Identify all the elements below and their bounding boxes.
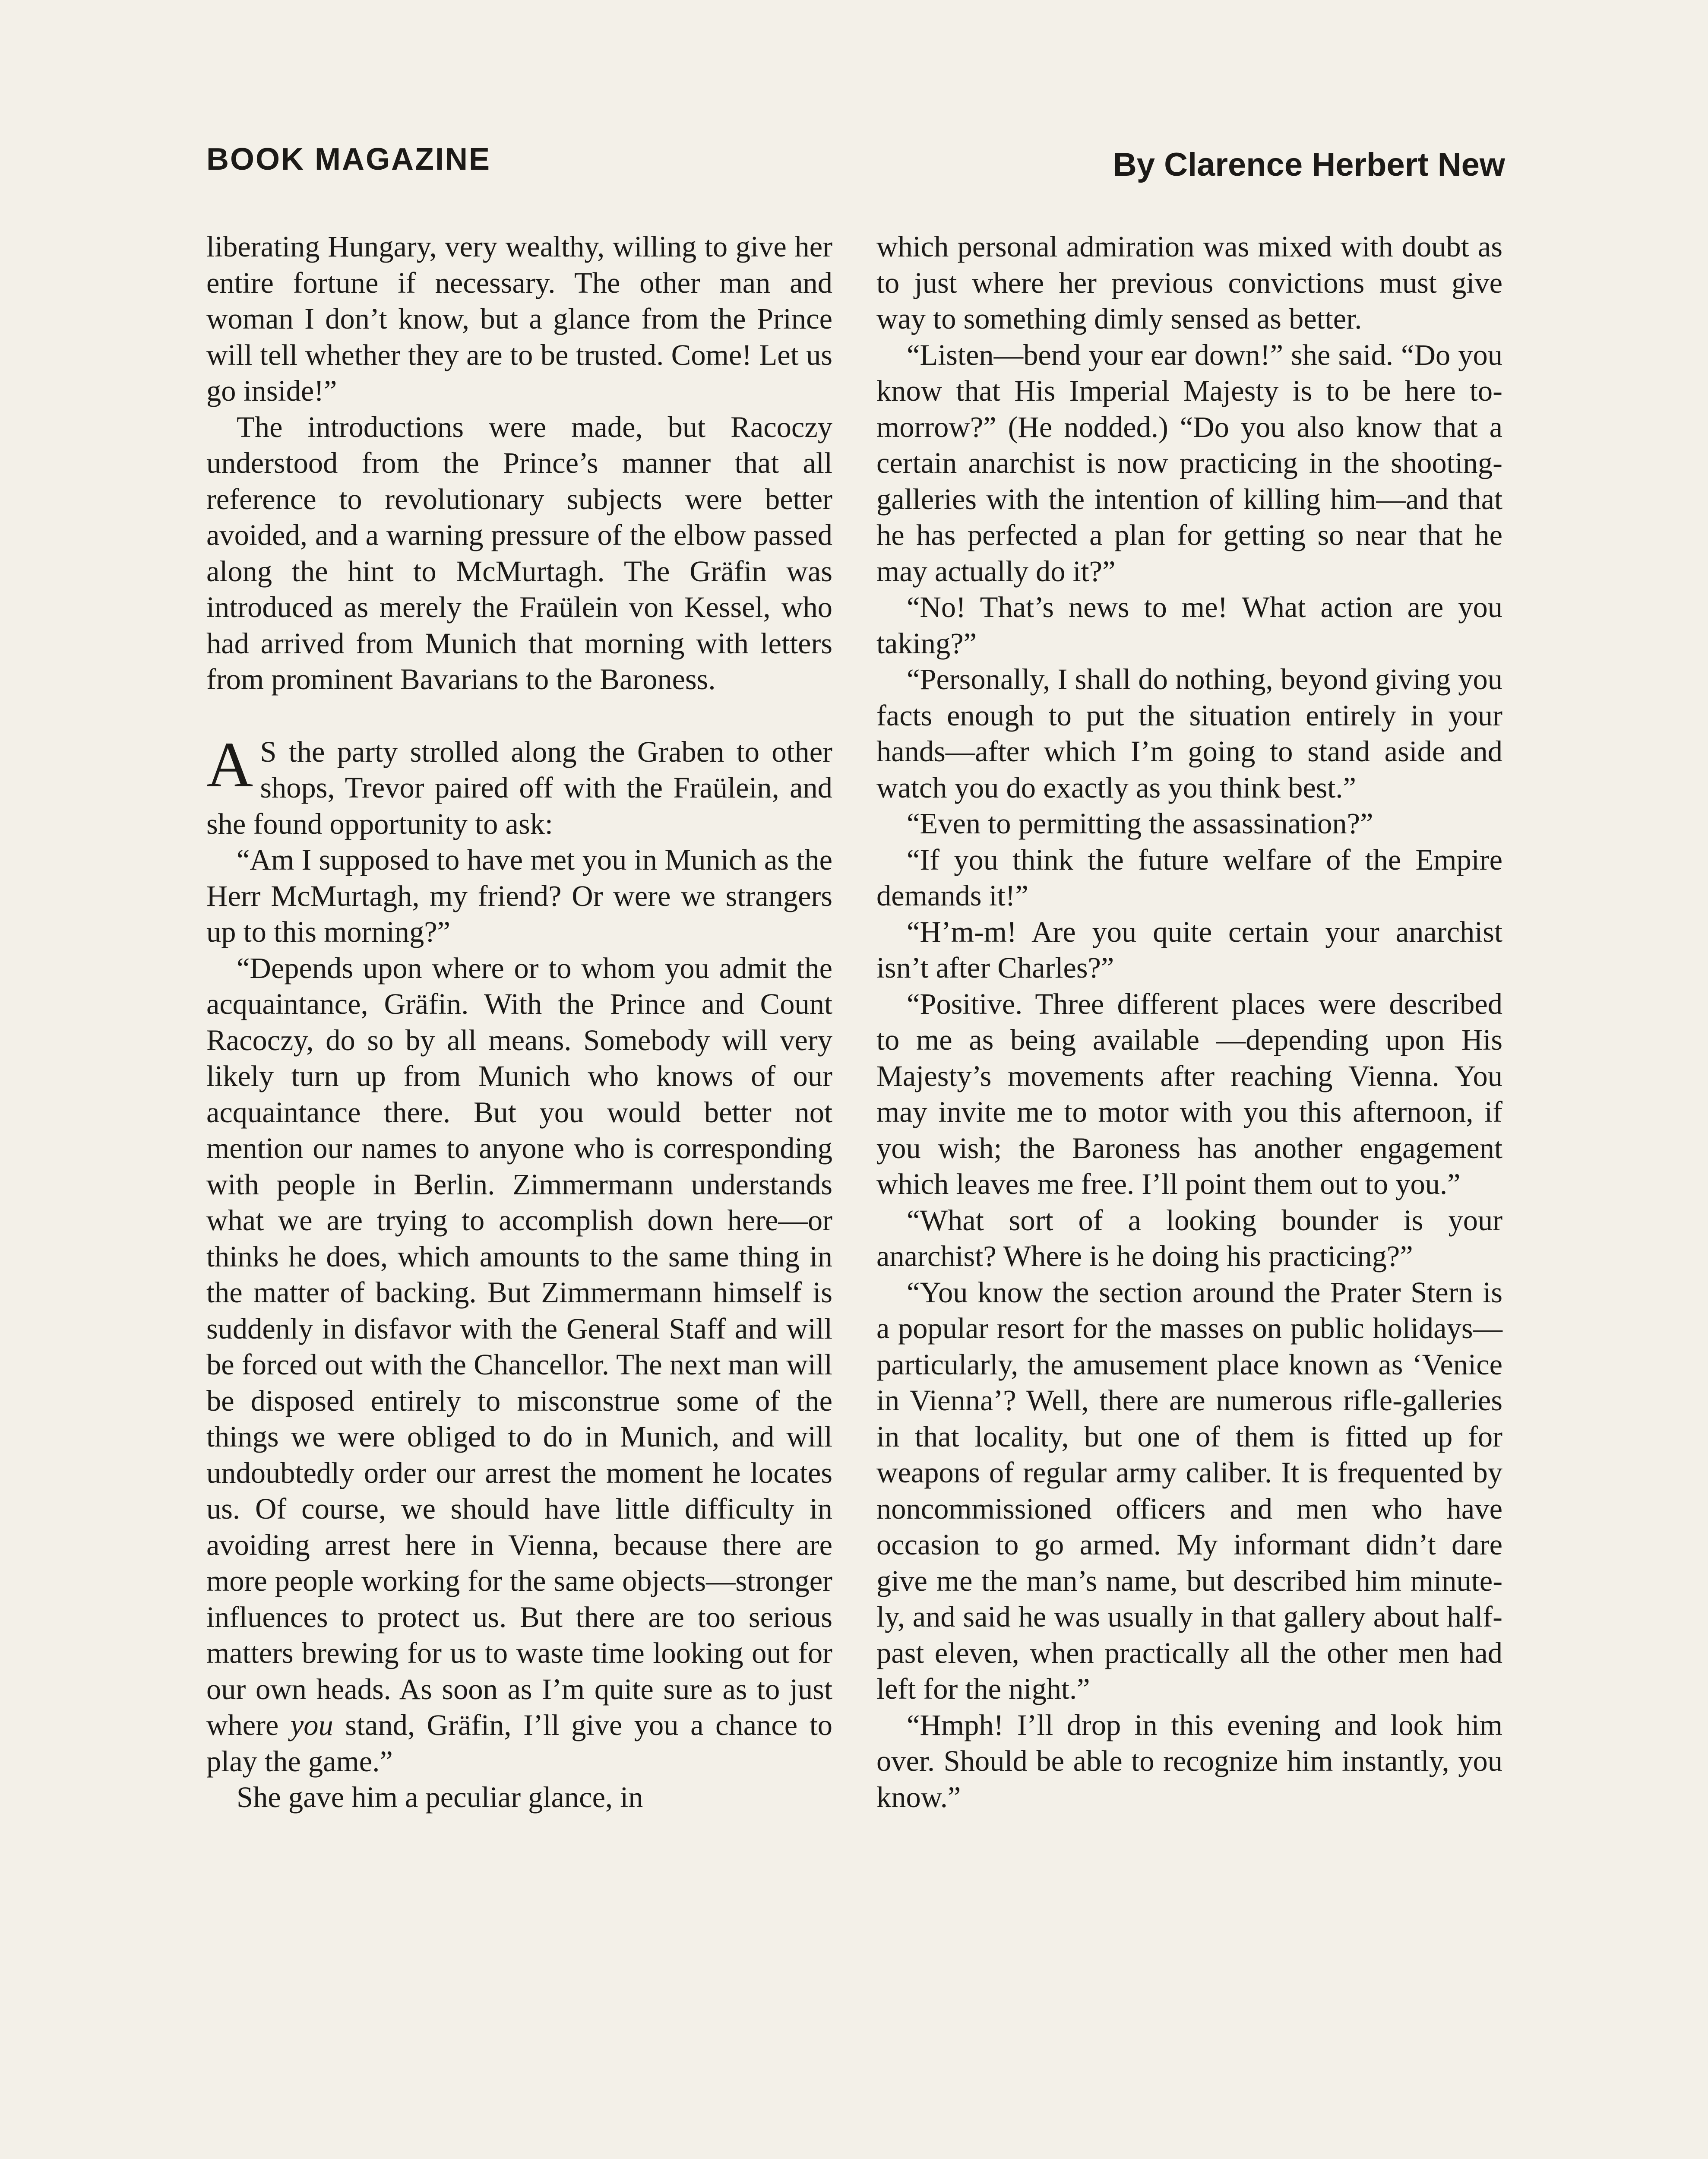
magazine-title: BOOK MAGAZINE (206, 142, 491, 177)
paragraph: “H’m-m! Are you quite certain your anarchist isn’t after Charles?” (876, 915, 1502, 984)
paragraph-dropcap (206, 728, 832, 842)
paragraph: “Personally, I shall do nothing, beyond giving you facts enough to put the situation entirely in your hands—after which I’m going to stand aside and watch you do exactly as you think best.” (876, 663, 1502, 804)
paragraph: “No! That’s news to me! What action are you taking?” (876, 591, 1502, 660)
paragraph-text: stand, Gräfin, I’ll give you a chance to play the game.” (206, 1709, 832, 1778)
paragraph: “Am I supposed to have met you in Munich as the Herr McMurtagh, my friend? Or were we strangers up to this morning?” (206, 843, 832, 948)
paragraph: “You know the section around the Prater Stern is a popular resort for the masses on public holidays—particularly, the amusement place known as ‘Venice in Vienna’? Well, there are numerous rifle-galleries in that locality, but one of them is fitted up for weapons of regular army caliber. It is frequented by noncommissioned officers and men who have occasion to go armed. My informant didn’t dare give me the man’s name, but described him minutely, and said he was usually in that gallery about half-past eleven, when practically all the other men had left for the night.” (876, 1276, 1502, 1705)
left-column (206, 229, 832, 1816)
paragraph-text: S the party strolled along the Graben to other shops, Trevor paired off with the Fraülein, and she found opportunity to ask: (206, 735, 832, 840)
paragraph: which personal admiration was mixed with doubt as to just where her previous convictions must give way to something dimly sensed as better. (876, 230, 1502, 335)
running-head (206, 137, 1505, 185)
paragraph: “Listen—bend your ear down!” she said. “Do you know that His Imperial Majesty is to be here to-morrow?” (He nodded.) “Do you also know that a certain anarchist is now practicing in the shooting-galleries with the intention of killing him—and that he has perfected a plan for getting so near that he may actually do it?” (876, 338, 1502, 588)
drop-cap: A (206, 728, 253, 801)
paragraph: “If you think the future welfare of the Empire demands it!” (876, 843, 1502, 912)
author-byline: By Clarence Herbert New (1113, 146, 1505, 183)
paragraph: The introductions were made, but Racoczy understood from the Prince’s manner that all reference to revolutionary subjects were better avoided, and a warning pressure of the elbow passed along the hint to McMurtagh. The Gräfin was introduced as merely the Fraülein von Kessel, who had arrived from Munich that morning with letters from prominent Bavarians to the Baroness. (206, 410, 832, 696)
right-column (876, 229, 1502, 1815)
paragraph: “Positive. Three different places were described to me as being available —depending upon His Majesty’s movements after reaching Vienna. You may invite me to motor with you this afternoon, if you wish; the Baroness has another engagement which leaves me free. I’ll point them out to you.” (876, 987, 1502, 1200)
paragraph: “What sort of a looking bounder is your anarchist? Where is he doing his practicing?” (876, 1203, 1502, 1273)
paragraph: “Even to permitting the assassination?” (907, 807, 1373, 840)
paragraph (206, 950, 832, 1780)
paragraph: She gave him a peculiar glance, in (237, 1781, 643, 1814)
paragraph: “Hmph! I’ll drop in this evening and look him over. Should be able to recognize him instantly, you know.” (876, 1708, 1502, 1814)
paragraph-text: “Depends upon where or to whom you admit the acquaintance, Gräfin. With the Prince and Count Racoczy, do so by all means. Somebody will very likely turn up from Munich who knows of our acquaintance there. But you would better not mention our names to anyone who is corresponding with people in Berlin. Zimmermann understands what we are trying to accomplish down here—or thinks he does, which amounts to the same thing in the matter of backing. But Zimmermann himself is suddenly in disfavor with the General Staff and will be forced out with the Chancellor. The next man will be disposed entirely to misconstrue some of the things we were obliged to do in Munich, and will undoubtedly order our arrest the moment he locates us. Of course, we should have little difficulty in avoiding arrest here in Vienna, because there are more people working for the same objects—stronger influences to protect us. But there are too serious matters brewing for us to waste time looking out for our own heads. As soon as I’m quite sure as to just where (206, 951, 832, 1741)
paragraph: liberating Hungary, very wealthy, willing to give her entire fortune if necessary. The other man and woman I don’t know, but a glance from the Prince will tell whether they are to be trusted. Come! Let us go inside!” (206, 230, 832, 407)
emphasis-text: you (290, 1709, 333, 1741)
section-break (206, 698, 832, 734)
